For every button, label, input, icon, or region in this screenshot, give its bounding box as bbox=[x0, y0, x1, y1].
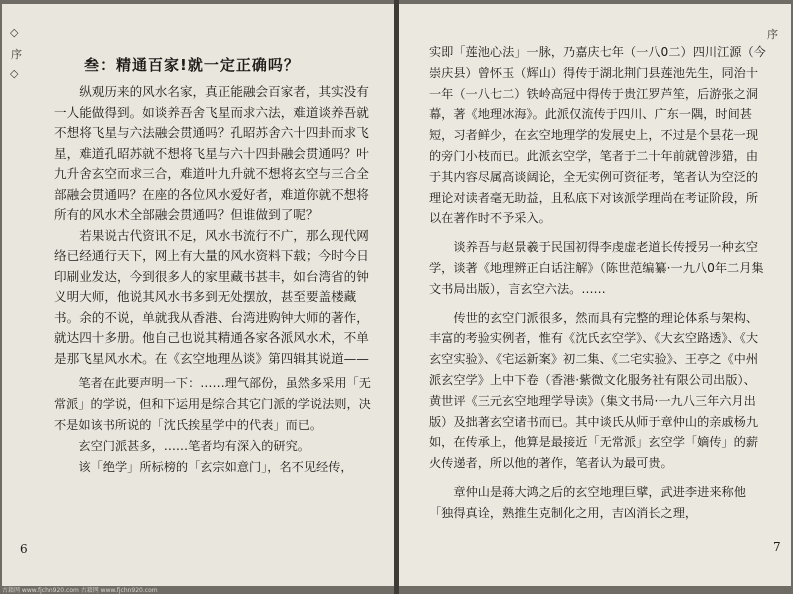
paragraph: 实即「莲池心法」一脉，乃嘉庆七年（一八0二）四川江源（今崇庆县）曾怀玉（辉山）得传于湖北荆门县莲池先生，同治十一年（一八七二）铁岭高冠中得传于贵江罗芦笙，后游张之洞幕，著《地理冰海》。此派仅流传于四川、广东一隅，时间甚短，习者鲜少，在玄空地理学的发展史上，不过是个昙花一现的旁门小枝而已。此派玄空学，笔者于二十年前就曾涉猎，由于其内容尽属高谈阔论，全无实例可资征考，笔者认为空泛的理论对读者毫无助益，且私底下对该派学理尚在考证阶段，所以在著作时不予采入。 bbox=[429, 45, 766, 226]
side-diamond-bottom: ◇ bbox=[10, 67, 19, 80]
paragraph: 若果说古代资讯不足，风水书流行不广，那么现代网络已经通行天下，网上有大量的风水资料下载；今时今日印刷业发达，今到很多人的家里藏书甚丰，如台湾省的钟义明大师，他说其风水书多到无处摆放，甚至要盖楼藏书。余的不说，单就我从香港、台湾进购钟大师的著作，就达四十多册。他自己也说其精通各家各派风水术，不单是那飞星风水术。在《玄空地理丛谈》第四辑其说道—— bbox=[54, 227, 369, 366]
left-page bbox=[2, 4, 394, 586]
quote-paragraph: 笔者在此要声明一下：……理气部份，虽然多采用「无常派」的学说，但和下运用是综合其它门派的学说法则，决不是如该书所说的「沈氏挨星学中的代表」而已。 bbox=[54, 376, 371, 432]
quote-paragraph: 该「绝学」所标榜的「玄宗如意门」，名不见经传， bbox=[78, 460, 353, 474]
paragraph: 传世的玄空门派很多，然而具有完整的理论体系与架构、丰富的考验实例者，惟有《沈氏玄空学》、《大玄空路透》、《大玄空实验》、《宅运新案》初二集、《二宅实验》、王亭之《中州派玄空学》上中下卷（香港·紫微文化服务社有限公司出版）、黄世评《三元玄空地理学导读》（集文书局·一九八三年六月出版）及拙著玄空诸书而已。其中谈氏从师于章仲山的亲戚杨九如，在传承上，他算是最接近「无常派」玄空学「嫡传」的薪火传递者，所以他的著作，笔者认为最可贵。 bbox=[429, 310, 759, 471]
side-label-preface: 序 bbox=[11, 48, 22, 61]
paragraph: 章仲山是蒋大鸿之后的玄空地理巨擘，武进李进来称他「独得真诠，熟推生克制化之用，吉凶消长之理， bbox=[429, 484, 746, 520]
paragraph: 谈养吾与赵景羲于民国初得李虔虚老道长传授另一种玄空学，谈著《地理辨正白话注解》（陈世范编纂·一九八0年二月集文书局出版），言玄空六法。…… bbox=[429, 240, 764, 296]
paragraph: 纵观历来的风水名家，真正能融会百家者，其实没有一人能做得到。如谈养吾舍飞星而求六法，难道谈养吾就不想将飞星与六法融会贯通吗？孔昭苏舍六十四卦而求飞星，难道孔昭苏就不想将飞星与六十四卦融会贯通吗？叶九升舍玄空而求三合，难道叶九升就不想将玄空与三合全部融会贯通吗？在座的各位风水爱好者，难道你就不想将所有的风水术全部融会贯通吗？但谁做到了呢？ bbox=[54, 84, 369, 222]
quote-paragraph: 玄空门派甚多，……笔者均有深入的研究。 bbox=[78, 439, 310, 453]
left-body-text bbox=[54, 82, 374, 478]
site-watermark: 古籍网 www.fjchn920.com 古籍网 www.fjchn920.com bbox=[2, 587, 158, 594]
page-number: 6 bbox=[20, 542, 28, 556]
section-heading: 叁：精通百家!就一定正确吗？ bbox=[84, 56, 300, 74]
side-label-preface: 序 bbox=[767, 28, 778, 41]
side-diamond-top: ◇ bbox=[10, 26, 19, 39]
right-body-text bbox=[429, 42, 767, 524]
right-page bbox=[399, 4, 791, 586]
page-number: 7 bbox=[773, 540, 781, 554]
